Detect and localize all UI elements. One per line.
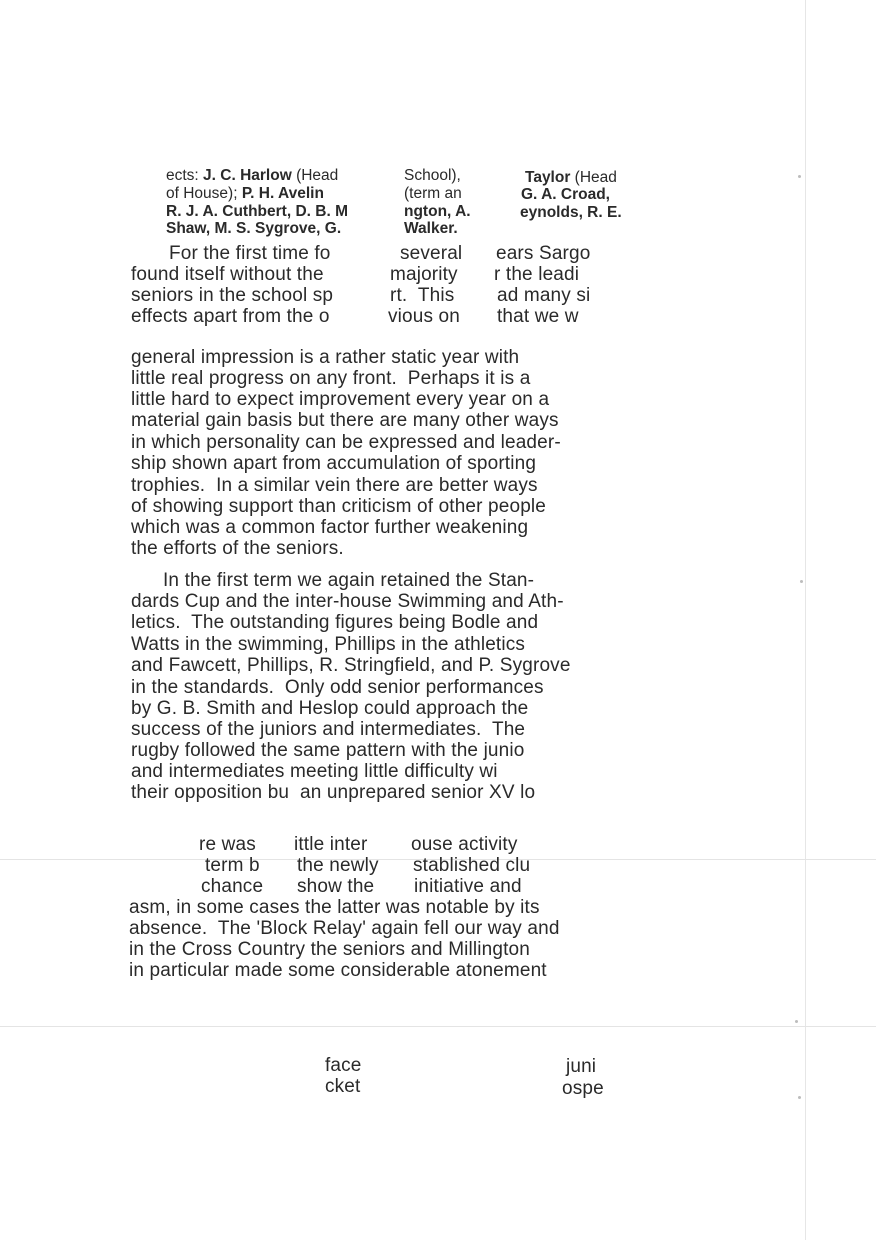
text-line: little real progress on any front. Perhaps it is a [131,368,531,389]
scan-fold-line [0,1026,876,1027]
text-fragment: ad many si [497,285,591,306]
scan-speck [798,175,801,178]
text-line: dards Cup and the inter-house Swimming and Ath- [131,591,564,612]
scan-speck [798,1096,801,1099]
scan-speck [800,580,803,583]
header-line: eynolds, R. E. [520,204,622,221]
text-fragment: the newly [297,855,379,876]
text-line: in which personality can be expressed and leader- [131,432,561,453]
header-line: School), [404,167,461,184]
text-line: general impression is a rather static year with [131,347,520,368]
text-fragment: chance [201,876,264,897]
scan-edge-line [805,0,806,1240]
header-line: ngton, A. [404,203,471,220]
text-fragment: ears Sargo [496,243,591,264]
text-fragment: For the first time fo [169,243,331,264]
text-line: success of the juniors and intermediates. The [131,719,526,740]
text-line: in the standards. Only odd senior performances [131,677,544,698]
text-fragment: vious on [388,306,460,327]
text-line: their opposition bu an unprepared senior XV lo [131,782,536,803]
text-line: trophies. In a similar vein there are better ways [131,475,538,496]
text-fragment: show the [297,876,375,897]
text-fragment: term b [205,855,260,876]
text-line: ship shown apart from accumulation of sporting [131,453,537,474]
text-line: material gain basis but there are many other ways [131,410,559,431]
text-fragment: found itself without the [131,264,324,285]
text-fragment: re was [199,834,256,855]
text-line: letics. The outstanding figures being Bodle and [131,612,539,633]
text-line: in the Cross Country the seniors and Millington [129,939,530,960]
text-line: the efforts of the seniors. [131,538,344,559]
header-line: of House); P. H. Avelin [166,185,324,202]
text-line: little hard to expect improvement every year on a [131,389,550,410]
text-fragment: face [325,1055,362,1076]
text-line: by G. B. Smith and Heslop could approach the [131,698,529,719]
header-line: (term an [404,185,462,202]
text-line: Watts in the swimming, Phillips in the athletics [131,634,526,655]
text-line: and Fawcett, Phillips, R. Stringfield, and P. Sygrove [131,655,571,676]
header-line: Shaw, M. S. Sygrove, G. [166,220,342,237]
text-fragment: ittle inter [294,834,368,855]
text-line: rugby followed the same pattern with the junio [131,740,525,761]
text-line: absence. The 'Block Relay' again fell our way and [129,918,560,939]
header-line: ects: J. C. Harlow (Head [166,167,339,184]
text-fragment: cket [325,1076,361,1097]
header-line: Walker. [404,220,458,237]
text-fragment: rt. This [390,285,455,306]
text-line: in particular made some considerable atonement [129,960,547,981]
text-line: asm, in some cases the latter was notable by its [129,897,540,918]
scan-speck [795,1020,798,1023]
text-fragment: initiative and [414,876,522,897]
text-fragment: juni [566,1056,597,1077]
text-line: In the first term we again retained the Stan- [163,570,535,591]
text-fragment: seniors in the school sp [131,285,334,306]
text-fragment: ospe [562,1078,604,1099]
text-fragment: ouse activity [411,834,518,855]
text-line: which was a common factor further weakening [131,517,529,538]
header-line: G. A. Croad, [521,186,610,203]
text-fragment: that we w [497,306,579,327]
text-fragment: stablished clu [413,855,531,876]
text-fragment: majority [390,264,458,285]
text-fragment: effects apart from the o [131,306,330,327]
header-line: R. J. A. Cuthbert, D. B. M [166,203,348,220]
text-fragment: r the leadi [494,264,580,285]
text-line: and intermediates meeting little difficulty wi [131,761,498,782]
text-line: of showing support than criticism of other people [131,496,547,517]
header-line: Taylor (Head [525,169,617,186]
text-fragment: several [400,243,463,264]
